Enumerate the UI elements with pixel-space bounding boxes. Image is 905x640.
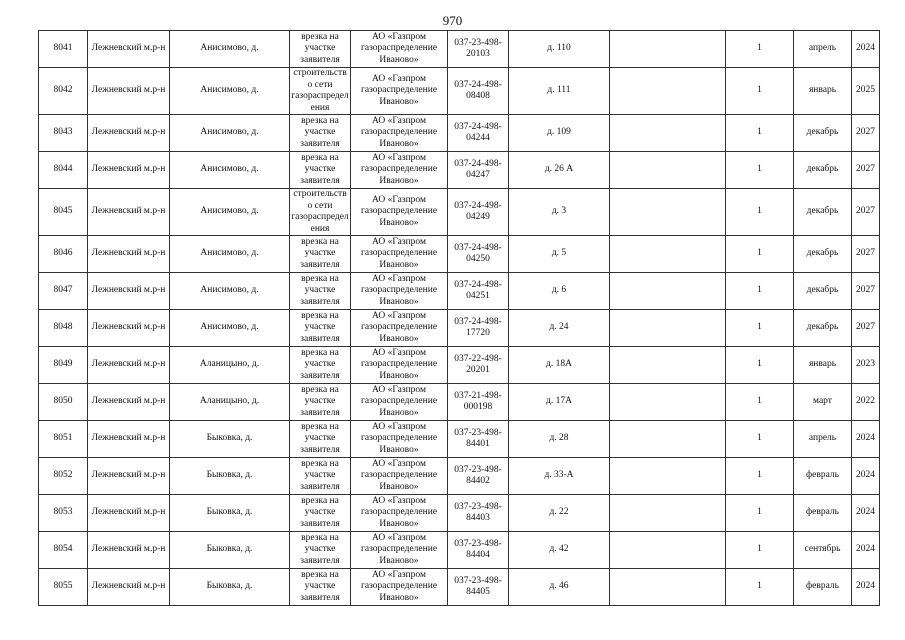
count-cell: 1	[726, 532, 794, 569]
row-number: 8047	[39, 273, 88, 310]
district-cell: Лежневский м.р-н	[88, 152, 170, 189]
empty-cell	[610, 569, 726, 606]
table-row	[39, 68, 880, 115]
settlement-cell: Анисимово, д.	[170, 236, 290, 273]
organization-cell: АО «Газпром газораспределение Иваново»	[351, 347, 448, 384]
page-number: 970	[442, 13, 463, 28]
empty-cell	[610, 532, 726, 569]
month-cell: февраль	[794, 495, 852, 532]
count-cell: 1	[726, 310, 794, 347]
table-row	[39, 115, 880, 152]
count-cell: 1	[726, 189, 794, 236]
count-cell: 1	[726, 273, 794, 310]
organization-cell: АО «Газпром газораспределение Иваново»	[351, 115, 448, 152]
year-cell: 2027	[852, 273, 880, 310]
method-cell: врезка на участке заявителя	[290, 495, 351, 532]
method-cell: врезка на участке заявителя	[290, 421, 351, 458]
address-cell: д. 111	[509, 68, 610, 115]
organization-cell: АО «Газпром газораспределение Иваново»	[351, 532, 448, 569]
count-cell: 1	[726, 347, 794, 384]
address-cell: д. 109	[509, 115, 610, 152]
settlement-cell: Быковка, д.	[170, 458, 290, 495]
year-cell: 2022	[852, 384, 880, 421]
month-cell: январь	[794, 347, 852, 384]
address-cell: д. 33-А	[509, 458, 610, 495]
district-cell: Лежневский м.р-н	[88, 569, 170, 606]
method-cell: врезка на участке заявителя	[290, 236, 351, 273]
code-cell: 037-22-498-20201	[448, 347, 509, 384]
code-cell: 037-23-498-84402	[448, 458, 509, 495]
empty-cell	[610, 273, 726, 310]
count-cell: 1	[726, 68, 794, 115]
count-cell: 1	[726, 569, 794, 606]
month-cell: декабрь	[794, 115, 852, 152]
month-cell: февраль	[794, 458, 852, 495]
settlement-cell: Анисимово, д.	[170, 68, 290, 115]
code-cell: 037-24-498-08408	[448, 68, 509, 115]
empty-cell	[610, 310, 726, 347]
district-cell: Лежневский м.р-н	[88, 236, 170, 273]
month-cell: февраль	[794, 569, 852, 606]
year-cell: 2025	[852, 68, 880, 115]
month-cell: декабрь	[794, 273, 852, 310]
code-cell: 037-24-498-17720	[448, 310, 509, 347]
table-row	[39, 569, 880, 606]
method-cell: врезка на участке заявителя	[290, 310, 351, 347]
row-number: 8054	[39, 532, 88, 569]
year-cell: 2027	[852, 236, 880, 273]
month-cell: апрель	[794, 31, 852, 68]
empty-cell	[610, 384, 726, 421]
year-cell: 2024	[852, 31, 880, 68]
empty-cell	[610, 495, 726, 532]
table-row	[39, 152, 880, 189]
method-cell: врезка на участке заявителя	[290, 115, 351, 152]
district-cell: Лежневский м.р-н	[88, 421, 170, 458]
row-number: 8048	[39, 310, 88, 347]
organization-cell: АО «Газпром газораспределение Иваново»	[351, 569, 448, 606]
year-cell: 2023	[852, 347, 880, 384]
method-cell: врезка на участке заявителя	[290, 273, 351, 310]
month-cell: декабрь	[794, 310, 852, 347]
district-cell: Лежневский м.р-н	[88, 189, 170, 236]
code-cell: 037-23-498-84405	[448, 569, 509, 606]
empty-cell	[610, 347, 726, 384]
table-row	[39, 31, 880, 68]
year-cell: 2024	[852, 569, 880, 606]
month-cell: декабрь	[794, 236, 852, 273]
count-cell: 1	[726, 421, 794, 458]
address-cell: д. 46	[509, 569, 610, 606]
district-cell: Лежневский м.р-н	[88, 458, 170, 495]
district-cell: Лежневский м.р-н	[88, 273, 170, 310]
month-cell: март	[794, 384, 852, 421]
address-cell: д. 22	[509, 495, 610, 532]
address-cell: д. 17А	[509, 384, 610, 421]
table-row	[39, 347, 880, 384]
table-row	[39, 273, 880, 310]
table-body	[39, 31, 880, 606]
district-cell: Лежневский м.р-н	[88, 532, 170, 569]
settlement-cell: Анисимово, д.	[170, 273, 290, 310]
method-cell: врезка на участке заявителя	[290, 458, 351, 495]
table-row	[39, 532, 880, 569]
code-cell: 037-21-498-000198	[448, 384, 509, 421]
table-row	[39, 384, 880, 421]
settlement-cell: Анисимово, д.	[170, 31, 290, 68]
count-cell: 1	[726, 115, 794, 152]
month-cell: январь	[794, 68, 852, 115]
district-cell: Лежневский м.р-н	[88, 347, 170, 384]
address-cell: д. 18А	[509, 347, 610, 384]
address-cell: д. 42	[509, 532, 610, 569]
row-number: 8043	[39, 115, 88, 152]
settlement-cell: Анисимово, д.	[170, 189, 290, 236]
code-cell: 037-24-498-04251	[448, 273, 509, 310]
year-cell: 2027	[852, 115, 880, 152]
district-cell: Лежневский м.р-н	[88, 495, 170, 532]
settlement-cell: Анисимово, д.	[170, 152, 290, 189]
gas-connection-table	[38, 30, 880, 606]
method-cell: строительство сети газораспределения	[291, 189, 349, 234]
row-number: 8041	[39, 31, 88, 68]
organization-cell: АО «Газпром газораспределение Иваново»	[351, 189, 448, 236]
empty-cell	[610, 115, 726, 152]
code-cell: 037-23-498-84401	[448, 421, 509, 458]
code-cell: 037-24-498-04250	[448, 236, 509, 273]
empty-cell	[610, 189, 726, 236]
organization-cell: АО «Газпром газораспределение Иваново»	[351, 152, 448, 189]
address-cell: д. 110	[509, 31, 610, 68]
row-number: 8042	[39, 68, 88, 115]
row-number: 8053	[39, 495, 88, 532]
organization-cell: АО «Газпром газораспределение Иваново»	[351, 310, 448, 347]
district-cell: Лежневский м.р-н	[88, 310, 170, 347]
method-cell: врезка на участке заявителя	[290, 384, 351, 421]
month-cell: декабрь	[794, 189, 852, 236]
year-cell: 2024	[852, 495, 880, 532]
settlement-cell: Быковка, д.	[170, 569, 290, 606]
settlement-cell: Аланицыно, д.	[170, 347, 290, 384]
empty-cell	[610, 421, 726, 458]
count-cell: 1	[726, 495, 794, 532]
address-cell: д. 3	[509, 189, 610, 236]
code-cell: 037-23-498-20103	[448, 31, 509, 68]
settlement-cell: Анисимово, д.	[170, 115, 290, 152]
address-cell: д. 28	[509, 421, 610, 458]
empty-cell	[610, 458, 726, 495]
month-cell: сентябрь	[794, 532, 852, 569]
method-cell: врезка на участке заявителя	[290, 152, 351, 189]
settlement-cell: Анисимово, д.	[170, 310, 290, 347]
month-cell: апрель	[794, 421, 852, 458]
organization-cell: АО «Газпром газораспределение Иваново»	[351, 421, 448, 458]
table-row	[39, 458, 880, 495]
row-number: 8046	[39, 236, 88, 273]
row-number: 8051	[39, 421, 88, 458]
method-cell: врезка на участке заявителя	[290, 532, 351, 569]
address-cell: д. 24	[509, 310, 610, 347]
address-cell: д. 6	[509, 273, 610, 310]
row-number: 8055	[39, 569, 88, 606]
code-cell: 037-24-498-04249	[448, 189, 509, 236]
year-cell: 2027	[852, 189, 880, 236]
count-cell: 1	[726, 31, 794, 68]
count-cell: 1	[726, 458, 794, 495]
district-cell: Лежневский м.р-н	[88, 115, 170, 152]
year-cell: 2024	[852, 458, 880, 495]
empty-cell	[610, 152, 726, 189]
method-cell: врезка на участке заявителя	[290, 31, 351, 68]
method-cell: строительство сети газораспределения	[291, 68, 349, 113]
district-cell: Лежневский м.р-н	[88, 384, 170, 421]
count-cell: 1	[726, 152, 794, 189]
month-cell: декабрь	[794, 152, 852, 189]
district-cell: Лежневский м.р-н	[88, 68, 170, 115]
organization-cell: АО «Газпром газораспределение Иваново»	[351, 273, 448, 310]
empty-cell	[610, 31, 726, 68]
code-cell: 037-24-498-04244	[448, 115, 509, 152]
code-cell: 037-23-498-84403	[448, 495, 509, 532]
row-number: 8049	[39, 347, 88, 384]
row-number: 8045	[39, 189, 88, 236]
table-row	[39, 310, 880, 347]
empty-cell	[610, 68, 726, 115]
row-number: 8044	[39, 152, 88, 189]
method-cell: врезка на участке заявителя	[290, 347, 351, 384]
table-row	[39, 189, 880, 236]
code-cell: 037-23-498-84404	[448, 532, 509, 569]
address-cell: д. 26 А	[509, 152, 610, 189]
method-cell: врезка на участке заявителя	[290, 569, 351, 606]
year-cell: 2024	[852, 532, 880, 569]
count-cell: 1	[726, 384, 794, 421]
settlement-cell: Быковка, д.	[170, 421, 290, 458]
year-cell: 2027	[852, 152, 880, 189]
table-row	[39, 495, 880, 532]
code-cell: 037-24-498-04247	[448, 152, 509, 189]
organization-cell: АО «Газпром газораспределение Иваново»	[351, 458, 448, 495]
organization-cell: АО «Газпром газораспределение Иваново»	[351, 236, 448, 273]
year-cell: 2024	[852, 421, 880, 458]
row-number: 8050	[39, 384, 88, 421]
count-cell: 1	[726, 236, 794, 273]
organization-cell: АО «Газпром газораспределение Иваново»	[351, 384, 448, 421]
address-cell: д. 5	[509, 236, 610, 273]
table-row	[39, 421, 880, 458]
year-cell: 2027	[852, 310, 880, 347]
organization-cell: АО «Газпром газораспределение Иваново»	[351, 31, 448, 68]
row-number: 8052	[39, 458, 88, 495]
table-row	[39, 236, 880, 273]
district-cell: Лежневский м.р-н	[88, 31, 170, 68]
settlement-cell: Быковка, д.	[170, 495, 290, 532]
settlement-cell: Быковка, д.	[170, 532, 290, 569]
empty-cell	[610, 236, 726, 273]
settlement-cell: Аланицыно, д.	[170, 384, 290, 421]
organization-cell: АО «Газпром газораспределение Иваново»	[351, 68, 448, 115]
organization-cell: АО «Газпром газораспределение Иваново»	[351, 495, 448, 532]
